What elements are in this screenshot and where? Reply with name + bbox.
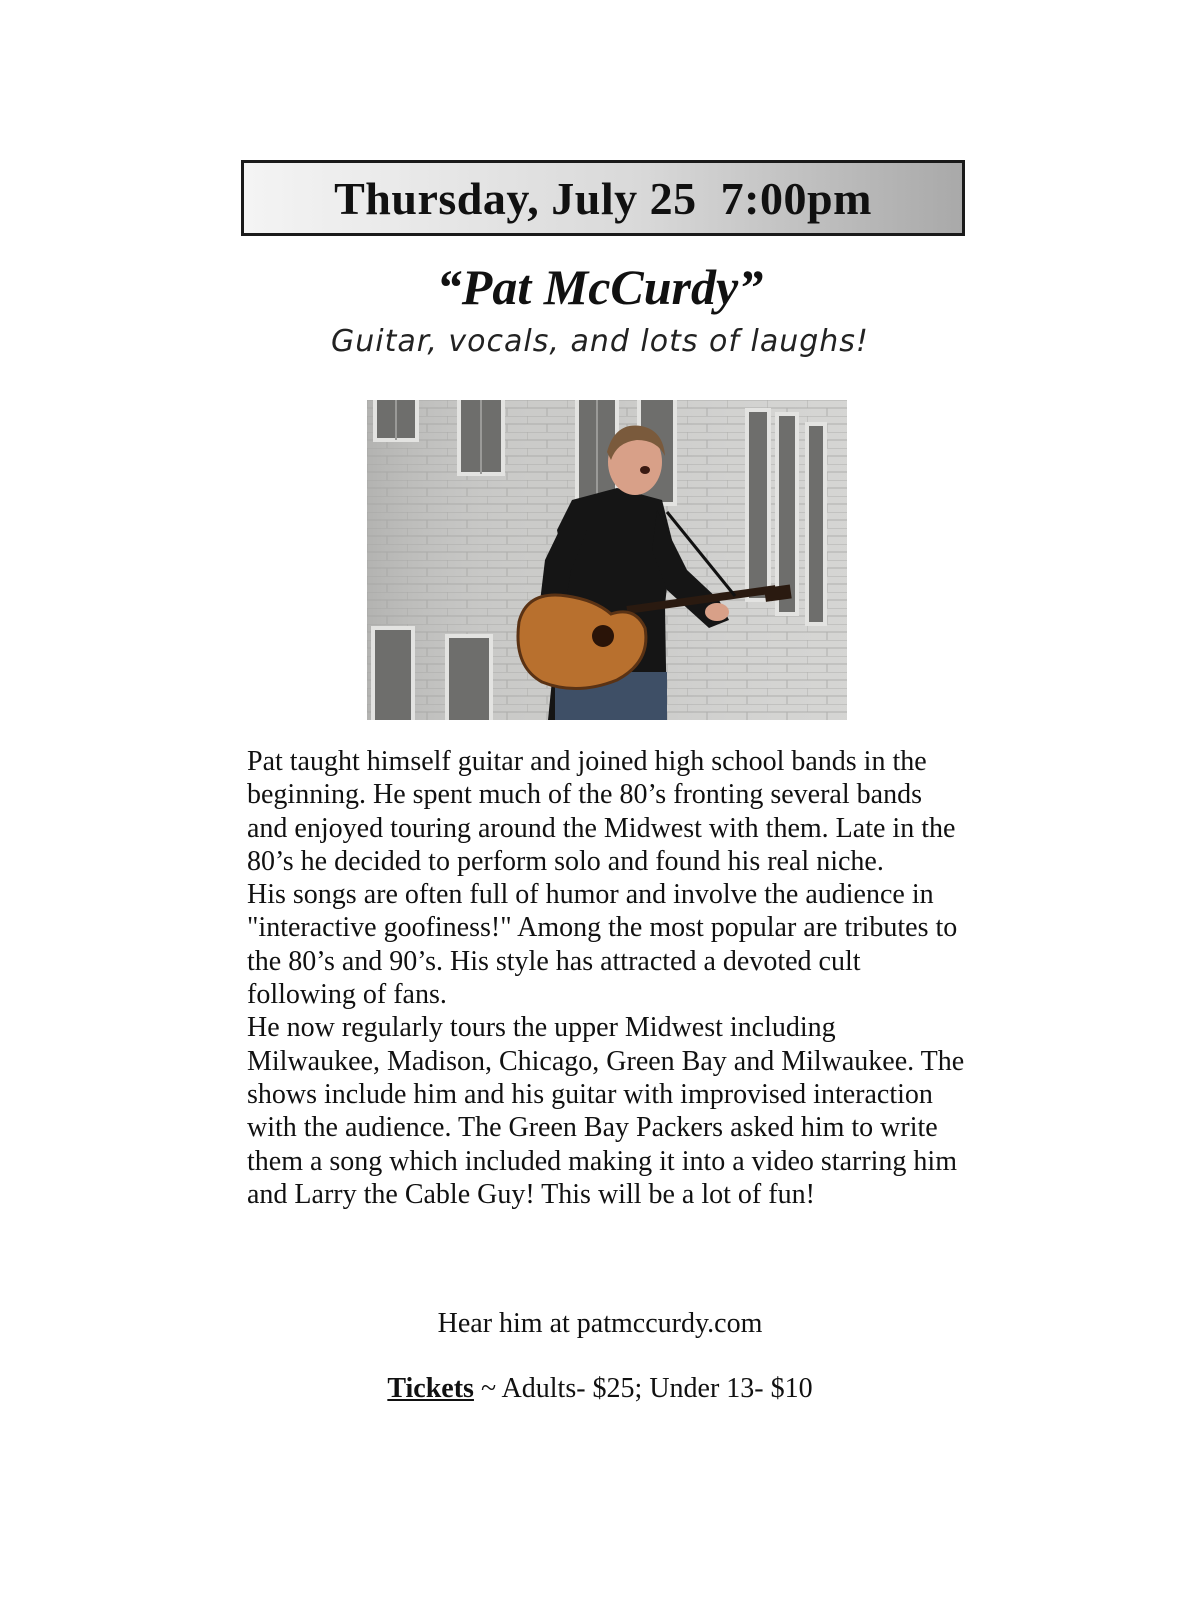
performer-tagline: Guitar, vocals, and lots of laughs! [331,324,869,359]
event-date-banner [241,160,965,236]
tickets-label: Tickets [387,1373,474,1404]
performer-name: “Pat McCurdy” [436,259,764,315]
ticket-prices: ~ Adults- $25; Under 13- $10 [473,1373,813,1404]
ticket-info [0,1373,1200,1405]
bio-paragraph: He now regularly tours the upper Midwest including Milwaukee, Madison, Chicago, Green Bay and Milwaukee. The shows include him and his guitar with improvised interaction with the audience. The Green Bay Packers asked him to write them a song which included making it into a video starring him and Larry the Cable Guy! This will be a lot of fun! [247,1012,965,1210]
performer-photo [367,400,847,720]
bio-paragraph: His songs are often full of humor and involve the audience in "interactive goofiness!" Among the most popular are tributes to the 80’s and 90’s. His style has attracted a devoted cult following of fans. [247,879,958,1011]
website-line: Hear him at patmccurdy.com [437,1308,763,1339]
performer-photo-icon [367,400,847,720]
event-date-time: Thursday, July 25 7:00pm [334,172,872,224]
bio-text [247,745,967,1211]
bio-paragraph: Pat taught himself guitar and joined high school bands in the beginning. He spent much of the 80’s fronting several bands and enjoyed touring around the Midwest with them. Late in the 80’s he decided to perform solo and found his real niche. [247,746,956,877]
